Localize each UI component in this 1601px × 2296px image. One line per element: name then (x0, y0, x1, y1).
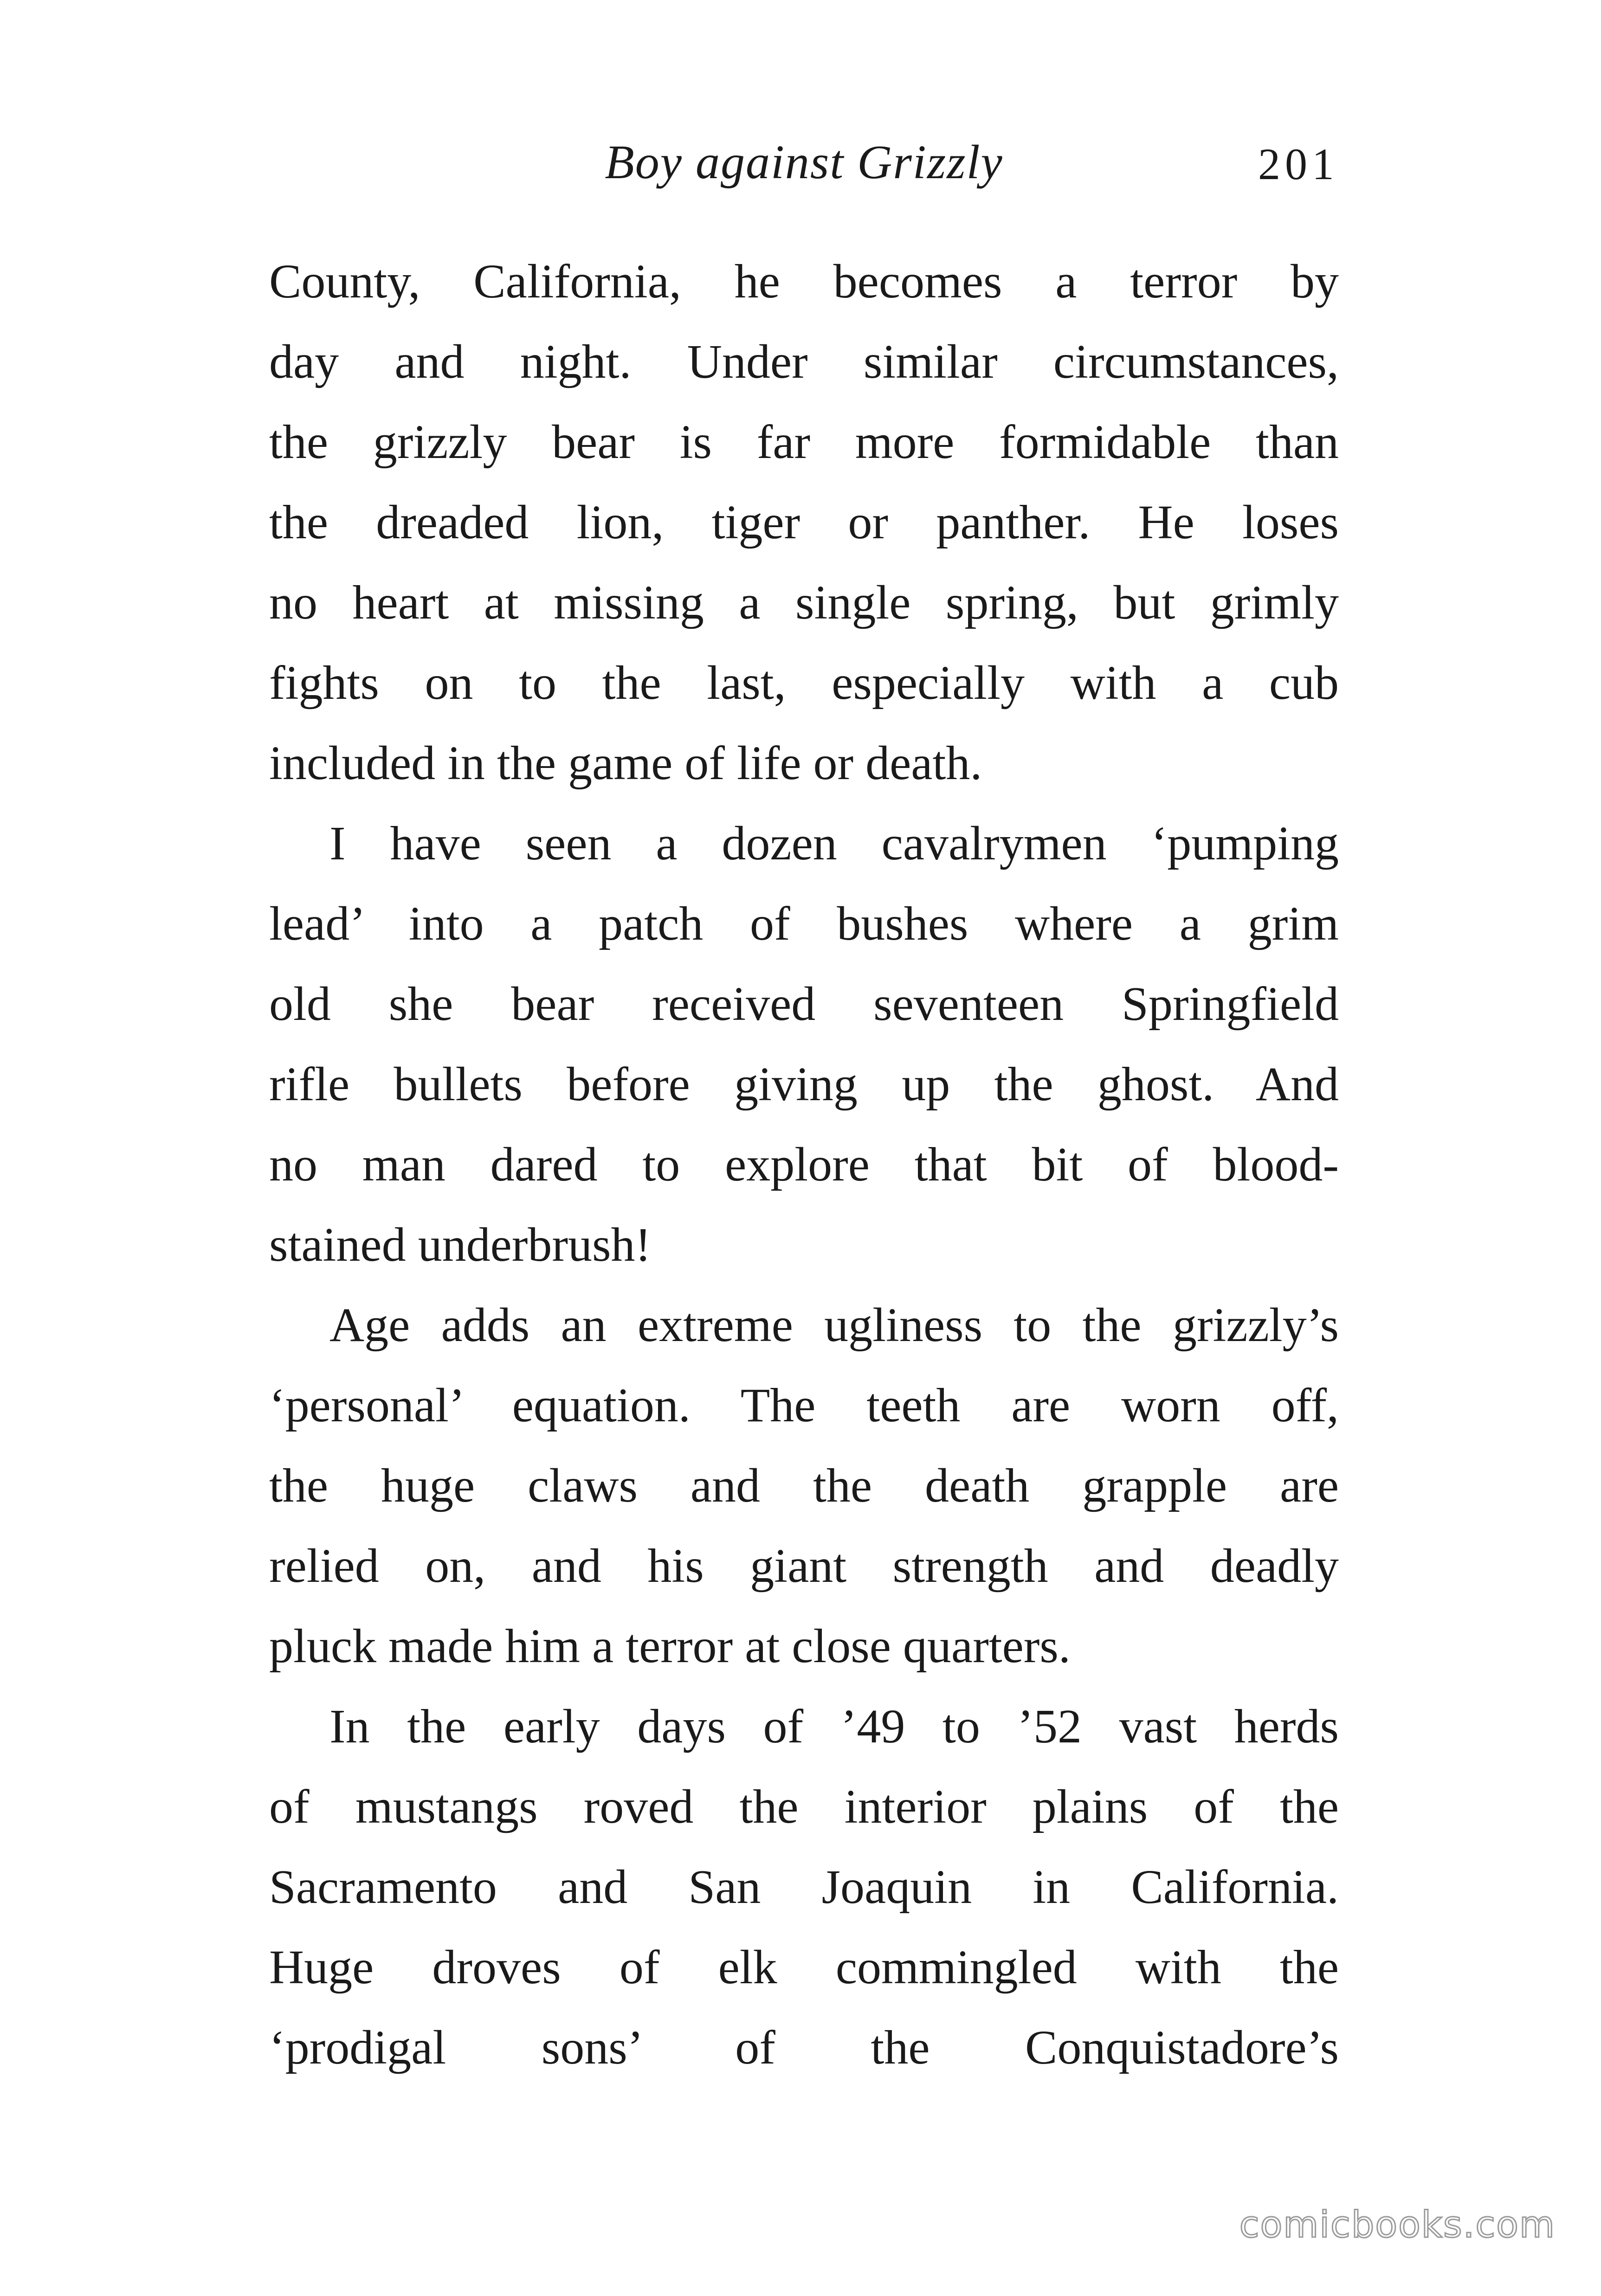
text-line: stained underbrush! (269, 1218, 652, 1271)
paragraph-2 (269, 803, 1339, 1285)
page-body (269, 241, 1339, 2088)
text-line: no man dared to explore that bit of blood- (269, 1138, 1339, 1191)
paragraph-1 (269, 241, 1339, 803)
running-header (269, 135, 1339, 200)
running-title: Boy against Grizzly (605, 135, 1003, 189)
text-line: lead’ into a patch of bushes where a grim (269, 897, 1339, 950)
watermark: comicbooks.com (1239, 2204, 1556, 2246)
text-line: the grizzly bear is far more formidable than (269, 415, 1339, 469)
text-line: I have seen a dozen cavalrymen ‘pumping (329, 817, 1339, 870)
text-line: Age adds an extreme ugliness to the grizzly’s (329, 1298, 1339, 1352)
text-line: fights on to the last, especially with a cub (269, 656, 1339, 709)
text-line: Huge droves of elk commingled with the (269, 1941, 1339, 1994)
text-line: the huge claws and the death grapple are (269, 1459, 1339, 1512)
text-line: day and night. Under similar circumstances, (269, 335, 1339, 388)
text-line: no heart at missing a single spring, but grimly (269, 576, 1339, 629)
text-line: County, California, he becomes a terror by (269, 255, 1339, 308)
text-line: the dreaded lion, tiger or panther. He loses (269, 496, 1339, 549)
page-number: 201 (1258, 139, 1339, 189)
text-line: included in the game of life or death. (269, 736, 982, 790)
paragraph-3 (269, 1285, 1339, 1686)
text-line: rifle bullets before giving up the ghost. And (269, 1058, 1339, 1111)
text-line: of mustangs roved the interior plains of the (269, 1780, 1339, 1833)
text-line: relied on, and his giant strength and deadly (269, 1539, 1339, 1593)
text-line: ‘prodigal sons’ of the Conquistadore’s (269, 2021, 1339, 2074)
text-line: old she bear received seventeen Springfield (269, 977, 1339, 1031)
text-line: Sacramento and San Joaquin in California. (269, 1860, 1339, 1914)
text-line: ‘personal’ equation. The teeth are worn off, (269, 1379, 1339, 1432)
text-line: In the early days of ’49 to ’52 vast herds (329, 1700, 1339, 1753)
text-line: pluck made him a terror at close quarters. (269, 1619, 1071, 1673)
paragraph-4 (269, 1686, 1339, 2088)
